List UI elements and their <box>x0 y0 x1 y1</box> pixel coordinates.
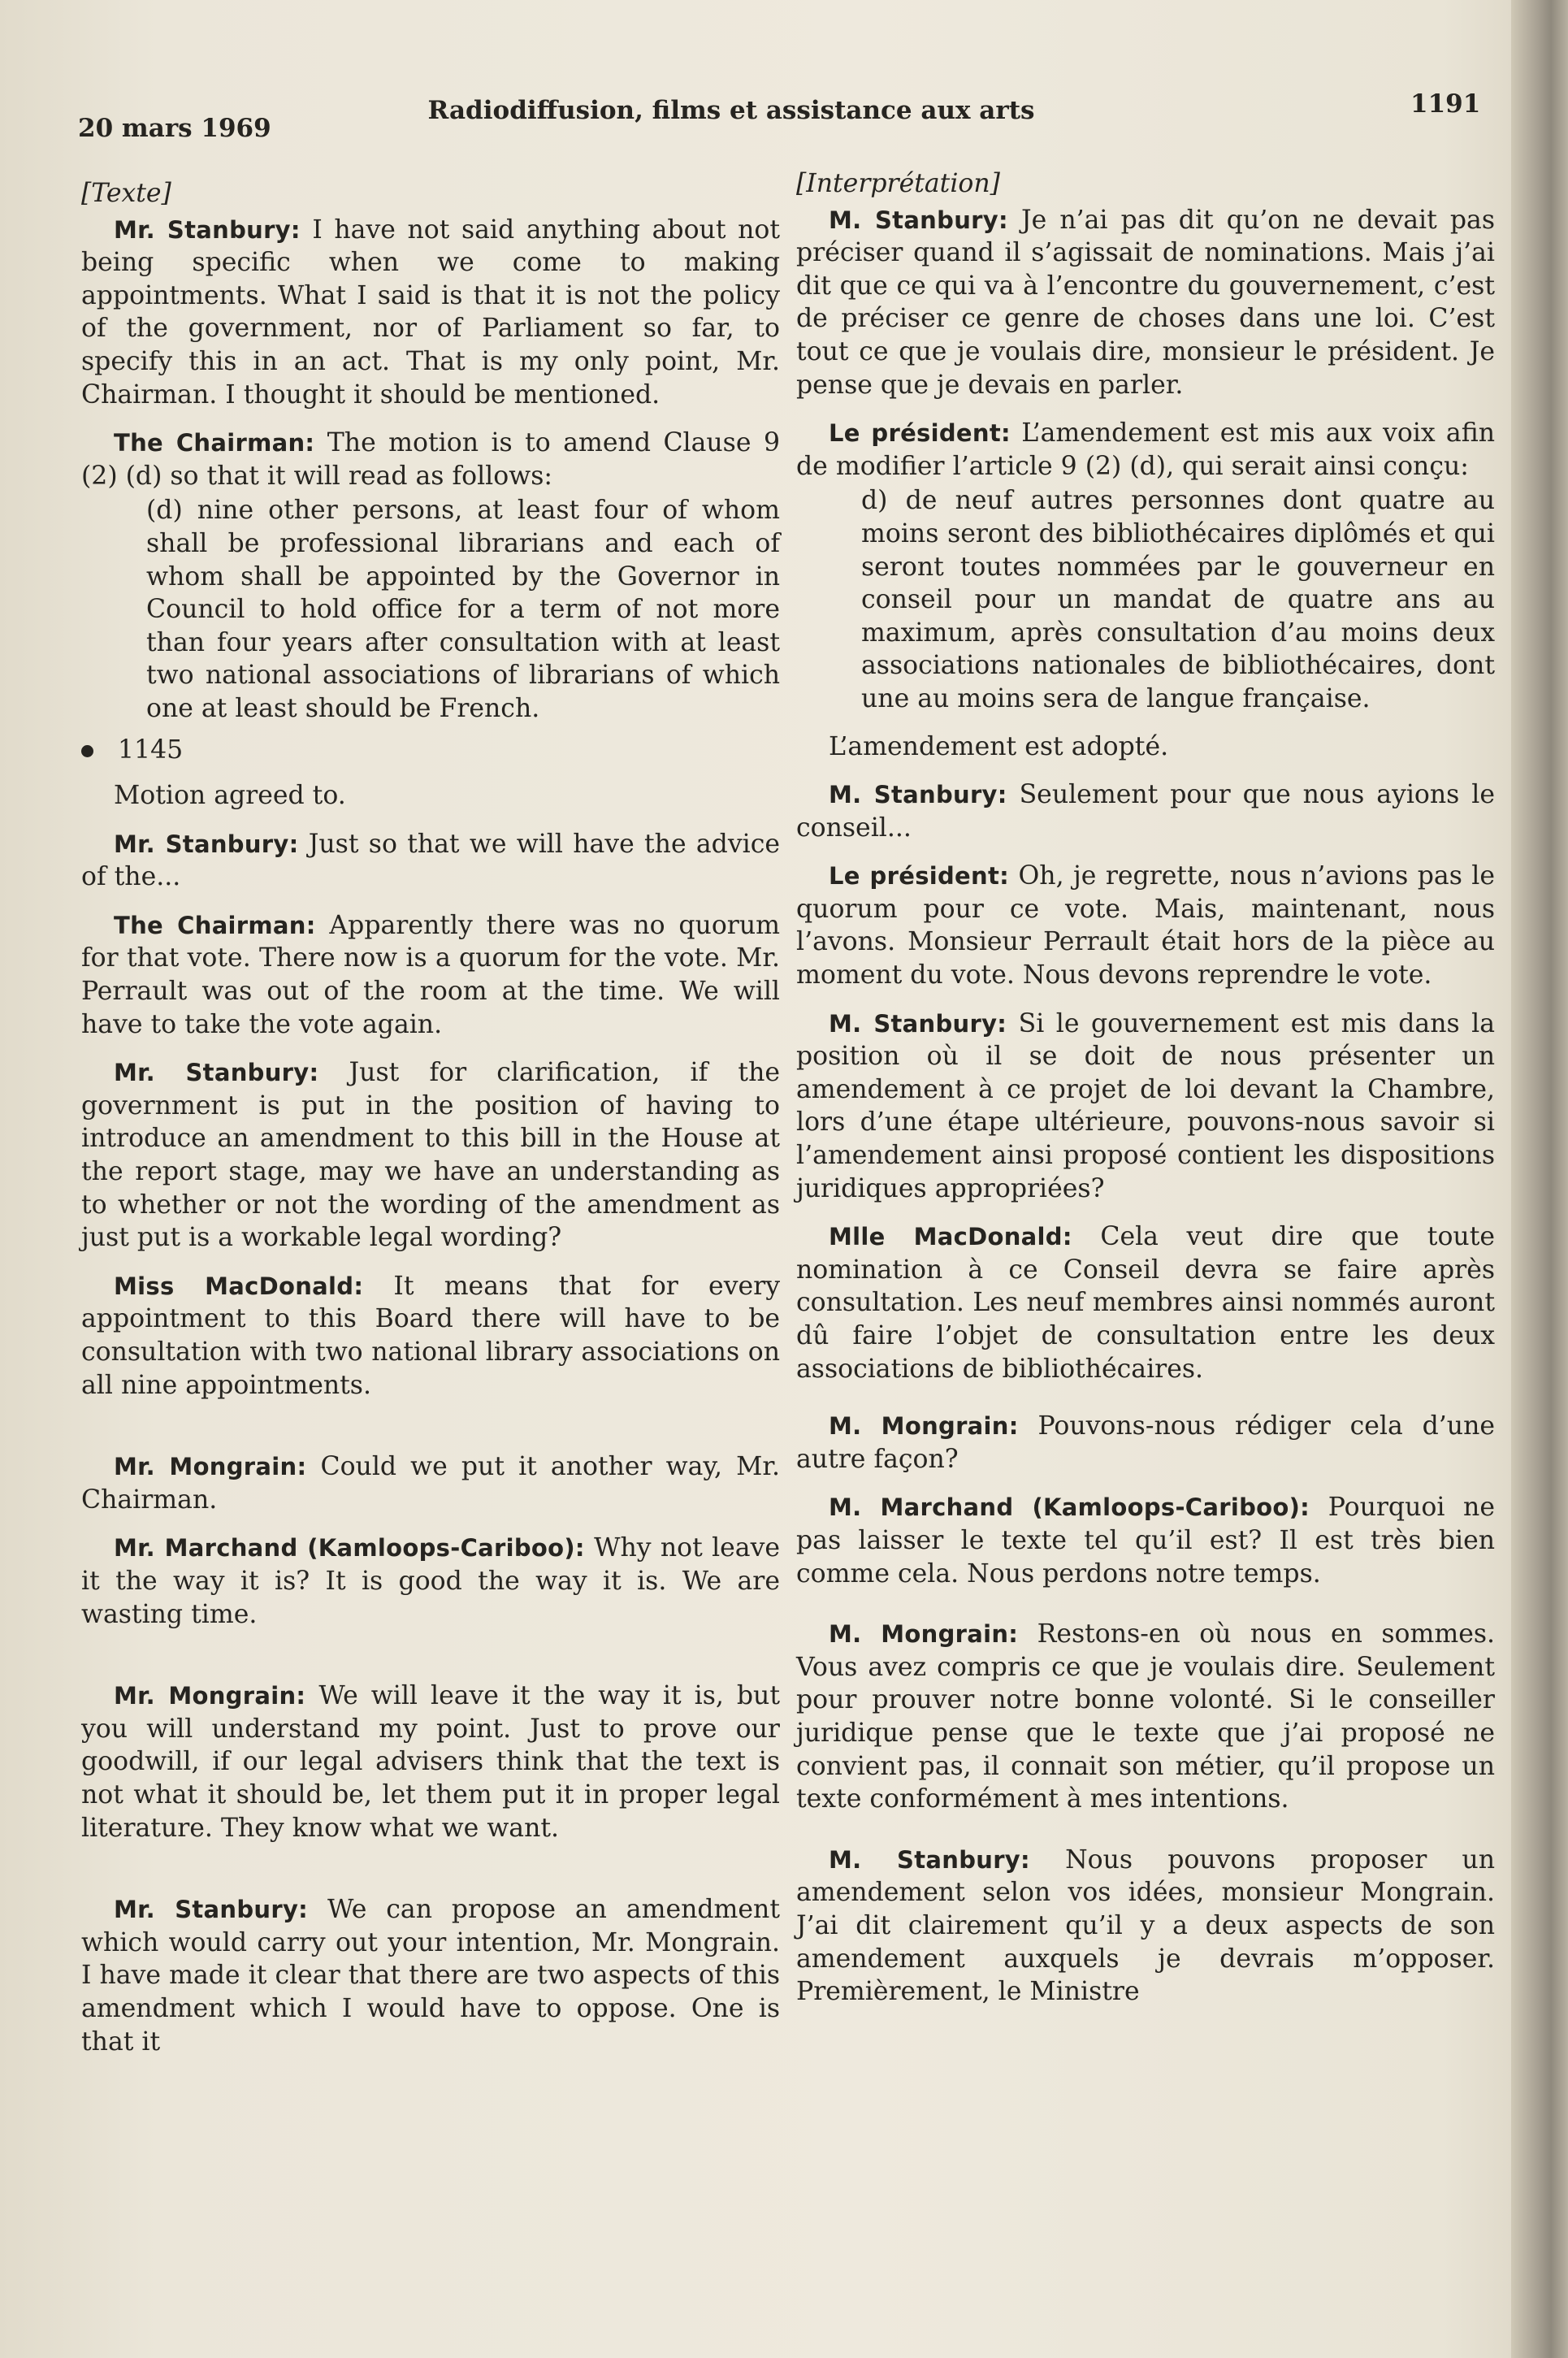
speaker-name: Mr. Mongrain: <box>114 1453 307 1481</box>
speech-text: Si le gouvernement est mis dans la position où il se doit de nous présenter un amendement à ce projet de loi devant la Chambre, lors d’une étape ultérieure, pouvons-nous savoir si l’amendement ainsi proposé contient les dispositions juridiques appropriées? <box>796 1008 1495 1203</box>
speech-text: Seulement pour que nous ayions le conseil... <box>796 780 1495 843</box>
paragraph <box>81 1270 780 1402</box>
english-column <box>81 177 780 2074</box>
paragraph <box>81 1680 780 1844</box>
time-marker <box>81 734 780 767</box>
paragraph <box>796 1844 1495 2009</box>
page-number: 1191 <box>1410 89 1481 119</box>
speech-text: Oh, je regrette, nous n’avions pas le quorum pour ce vote. Mais, maintenant, nous l’avons. Monsieur Perrault était hors de la pièce au moment du vote. Nous devons reprendre le vote. <box>796 861 1495 990</box>
speech-text: We can propose an amendment which would carry out your intention, Mr. Mongrain. I have made it clear that there are two aspects of this amendment which I would have to oppose. One is that it <box>81 1895 780 2057</box>
speaker-name: The Chairman: <box>114 429 315 457</box>
paragraph <box>796 417 1495 483</box>
amendment-quote: d) de neuf autres personnes dont quatre au moins seront des bibliothécaires diplômés et qui seront toutes nommées par le gouverneur en conseil pour un mandat de quatre ans au maximum, après consultation d’au moins deux associations nationales de bibliothécaires, dont une au moins sera de langue française. <box>861 486 1495 713</box>
motion-result: Motion agreed to. <box>114 781 346 811</box>
paragraph <box>796 778 1495 844</box>
paragraph <box>81 1893 780 2058</box>
speaker-name: Le président: <box>829 862 1010 891</box>
speaker-name: Mr. Mongrain: <box>114 1682 306 1710</box>
paragraph <box>796 1008 1495 1206</box>
speaker-name: Mr. Stanbury: <box>114 1059 319 1087</box>
speech-text: Just so that we will have the advice of the... <box>81 829 780 892</box>
speaker-name: Mr. Stanbury: <box>114 1896 309 1924</box>
speaker-name: M. Stanbury: <box>829 1009 1007 1038</box>
speaker-name: The Chairman: <box>114 911 316 939</box>
speaker-name: Mr. Stanbury: <box>114 830 299 858</box>
speech-text: Restons-en où nous en sommes. Vous avez compris ce que je voulais dire. Seulement pour prouver notre bonne volonté. Si le conseiller juridique pense que le texte que j’ai proposé ne convient pas, il connait son métier, qu’il propose un texte conformément à mes intentions. <box>796 1619 1496 1814</box>
header-date: 20 mars 1969 <box>78 114 271 143</box>
speaker-name: M. Mongrain: <box>829 1620 1019 1649</box>
speech-text: Pourquoi ne pas laisser le texte tel qu’il est? Il est très bien comme cela. Nous perdons notre temps. <box>796 1493 1495 1589</box>
speech-text: Cela veut dire que toute nomination à ce Conseil devra se faire après consultation. Les neuf membres ainsi nommés auront dû faire l’objet de consultation entre les deux associations de bibliothécaires. <box>796 1222 1495 1384</box>
paragraph <box>81 828 780 894</box>
paragraph <box>796 1491 1495 1590</box>
speaker-name: M. Stanbury: <box>829 781 1007 809</box>
bullet-dot-icon <box>81 745 93 757</box>
paragraph <box>81 909 780 1041</box>
speech-text: Je n’ai pas dit qu’on ne devait pas préciser quand il s’agissait de nominations. Mais j’ai dit que ce qui va à l’encontre du gouvernement, c’est de préciser ce genre de choses dans une loi. C’est tout ce que je voulais dire, monsieur le président. Je pense que je devais en parler. <box>796 205 1495 400</box>
speech-text: Nous pouvons proposer un amendement selon vos idées, monsieur Mongrain. J’ai dit clairement qu’il y a deux aspects de son amendement auxquels je devrais m’opposer. Premièrement, le Ministre <box>796 1844 1496 2007</box>
paragraph <box>796 204 1495 402</box>
book-gutter-shadow <box>1511 0 1568 2358</box>
amendment-quote: (d) nine other persons, at least four of whom shall be professional librarians and each of whom shall be appointed by the Governor in Council to hold office for a term of not more than four years after consultation with at least two national associations of librarians of which one at least should be French. <box>146 496 780 723</box>
speech-text: The motion is to amend Clause 9 (2) (d) so that it will read as follows: <box>81 428 780 491</box>
speech-text: Just for clarification, if the government is put in the position of having to introduce an amendment to this bill in the House at the report stage, may we have an understanding as to whether or not the wording of the amendment as just put is a workable legal wording? <box>81 1058 780 1253</box>
paragraph <box>81 1450 780 1516</box>
speech-text: It means that for every appointment to this Board there will have to be consultation with two national library associations on all nine appointments. <box>81 1271 780 1400</box>
speech-text: Why not leave it the way it is? It is good the way it is. We are wasting time. <box>81 1533 781 1629</box>
paragraph <box>796 860 1495 991</box>
section-label: [Interprétation] <box>796 169 1000 198</box>
speaker-name: Mlle MacDonald: <box>829 1223 1072 1251</box>
speaker-name: M. Stanbury: <box>829 1845 1030 1874</box>
motion-result: L’amendement est adopté. <box>829 731 1169 761</box>
speaker-name: Mr. Stanbury: <box>114 215 301 244</box>
header-title: Radiodiffusion, films et assistance aux arts <box>427 96 1035 125</box>
section-label: [Texte] <box>81 179 171 208</box>
speech-text: L’amendement est mis aux voix afin de modifier l’article 9 (2) (d), qui serait ainsi conçu: <box>796 418 1496 481</box>
paragraph <box>81 1056 780 1255</box>
speaker-name: M. Stanbury: <box>829 206 1008 234</box>
speech-text: We will leave it the way it is, but you will understand my point. Just to prove our goodwill, if our legal advisers think that the text is not what it should be, let them put it in proper legal literature. They know what we want. <box>81 1681 781 1843</box>
paragraph <box>796 1220 1495 1385</box>
speech-text: Pouvons-nous rédiger cela d’une autre façon? <box>796 1411 1495 1474</box>
speaker-name: Le président: <box>829 419 1011 448</box>
speaker-name: Miss MacDonald: <box>114 1272 364 1300</box>
speech-text: Could we put it another way, Mr. Chairman. <box>81 1452 781 1515</box>
paragraph <box>81 427 780 492</box>
speech-text: I have not said anything about not being specific when we come to making appointments. What I said is that it is not the policy of the government, nor of Parliament so far, to specify this in an act. That is my only point, Mr. Chairman. I thought it should be mentioned. <box>81 215 780 410</box>
paragraph <box>81 214 780 412</box>
time-marker-text: 1145 <box>118 735 184 765</box>
speaker-name: M. Mongrain: <box>829 1412 1019 1441</box>
paragraph <box>796 1410 1495 1476</box>
speaker-name: Mr. Marchand (Kamloops-Cariboo): <box>114 1534 585 1563</box>
paragraph <box>81 1532 780 1631</box>
paragraph <box>796 1618 1495 1816</box>
speech-text: Apparently there was no quorum for that vote. There now is a quorum for the vote. Mr. Perrault was out of the room at the time. We will have to take the vote again. <box>81 910 780 1039</box>
speaker-name: M. Marchand (Kamloops-Cariboo): <box>829 1493 1310 1522</box>
french-column <box>796 167 1495 2024</box>
